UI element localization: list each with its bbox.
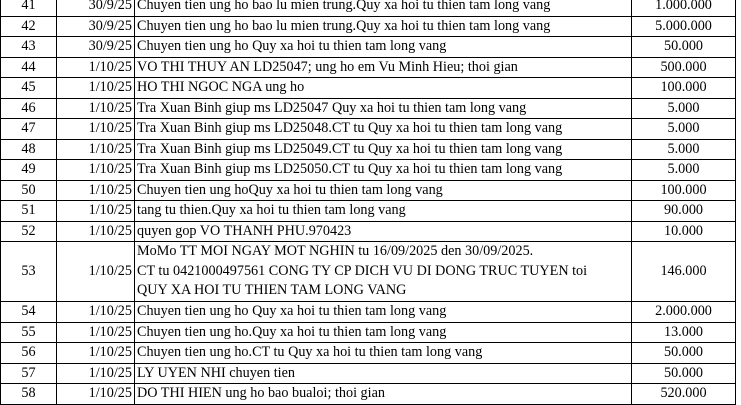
description-cell: Chuyen tien ung ho bao lu mien trung.Quy xa hoi tu thien tam long vang (135, 0, 632, 16)
amount-cell: 2.000.000 (632, 302, 736, 323)
date-cell: 1/10/25 (57, 57, 135, 78)
date-cell: 1/10/25 (57, 302, 135, 323)
description-cell: DO THI HIEN ung ho bao bualoi; thoi gian (135, 384, 632, 405)
amount-cell: 5.000 (632, 119, 736, 140)
row-number-cell: 46 (1, 98, 57, 119)
description-cell: Tra Xuan Binh giup ms LD25047 Quy xa hoi tu thien tam long vang (135, 98, 632, 119)
description-cell: Chuyen tien ung ho.Quy xa hoi tu thien tam long vang (135, 322, 632, 343)
row-number-cell: 47 (1, 119, 57, 140)
row-number-cell: 50 (1, 180, 57, 201)
table-row (1, 302, 736, 323)
date-cell: 1/10/25 (57, 221, 135, 242)
description-cell: VO THI THUY AN LD25047; ung ho em Vu Minh Hieu; thoi gian (135, 57, 632, 78)
table-row (1, 160, 736, 181)
table-row (1, 139, 736, 160)
table-row (1, 242, 736, 302)
row-number-cell: 41 (1, 0, 57, 16)
row-number-cell: 45 (1, 78, 57, 99)
row-number-cell: 43 (1, 37, 57, 58)
description-cell: HO THI NGOC NGA ung ho (135, 78, 632, 99)
description-cell: LY UYEN NHI chuyen tien (135, 363, 632, 384)
date-cell: 1/10/25 (57, 119, 135, 140)
table-row (1, 201, 736, 222)
ledger-body (1, 0, 736, 404)
date-cell: 1/10/25 (57, 242, 135, 302)
description-cell: Tra Xuan Binh giup ms LD25048.CT tu Quy xa hoi tu thien tam long vang (135, 119, 632, 140)
table-row (1, 57, 736, 78)
amount-cell: 50.000 (632, 37, 736, 58)
amount-cell: 5.000 (632, 98, 736, 119)
row-number-cell: 42 (1, 16, 57, 37)
amount-cell: 500.000 (632, 57, 736, 78)
date-cell: 1/10/25 (57, 384, 135, 405)
amount-cell: 50.000 (632, 343, 736, 364)
date-cell: 1/10/25 (57, 98, 135, 119)
row-number-cell: 54 (1, 302, 57, 323)
amount-cell: 1.000.000 (632, 0, 736, 16)
row-number-cell: 52 (1, 221, 57, 242)
amount-cell: 100.000 (632, 180, 736, 201)
table-row (1, 384, 736, 405)
amount-cell: 100.000 (632, 78, 736, 99)
amount-cell: 5.000.000 (632, 16, 736, 37)
amount-cell: 13.000 (632, 322, 736, 343)
row-number-cell: 58 (1, 384, 57, 405)
amount-cell: 5.000 (632, 160, 736, 181)
table-row (1, 16, 736, 37)
table-row (1, 322, 736, 343)
amount-cell: 5.000 (632, 139, 736, 160)
row-number-cell: 57 (1, 363, 57, 384)
date-cell: 30/9/25 (57, 37, 135, 58)
row-number-cell: 48 (1, 139, 57, 160)
date-cell: 1/10/25 (57, 363, 135, 384)
row-number-cell: 51 (1, 201, 57, 222)
amount-cell: 146.000 (632, 242, 736, 302)
table-row (1, 37, 736, 58)
description-cell: Chuyen tien ung ho bao lu mien trung.Quy xa hoi tu thien tam long vang (135, 16, 632, 37)
description-cell: tang tu thien.Quy xa hoi tu thien tam long vang (135, 201, 632, 222)
table-row (1, 78, 736, 99)
row-number-cell: 49 (1, 160, 57, 181)
table-row (1, 119, 736, 140)
description-cell: Chuyen tien ung hoQuy xa hoi tu thien tam long vang (135, 180, 632, 201)
row-number-cell: 55 (1, 322, 57, 343)
description-cell: Tra Xuan Binh giup ms LD25050.CT tu Quy xa hoi tu thien tam long vang (135, 160, 632, 181)
date-cell: 1/10/25 (57, 201, 135, 222)
date-cell: 1/10/25 (57, 160, 135, 181)
date-cell: 1/10/25 (57, 322, 135, 343)
description-cell: Chuyen tien ung ho Quy xa hoi tu thien tam long vang (135, 302, 632, 323)
amount-cell: 10.000 (632, 221, 736, 242)
table-row (1, 98, 736, 119)
amount-cell: 90.000 (632, 201, 736, 222)
table-row (1, 0, 736, 16)
date-cell: 1/10/25 (57, 343, 135, 364)
row-number-cell: 44 (1, 57, 57, 78)
row-number-cell: 56 (1, 343, 57, 364)
table-row (1, 180, 736, 201)
date-cell: 1/10/25 (57, 78, 135, 99)
amount-cell: 520.000 (632, 384, 736, 405)
date-cell: 1/10/25 (57, 180, 135, 201)
date-cell: 1/10/25 (57, 139, 135, 160)
date-cell: 30/9/25 (57, 0, 135, 16)
description-cell: quyen gop VO THANH PHU.970423 (135, 221, 632, 242)
description-cell: Chuyen tien ung ho.CT tu Quy xa hoi tu thien tam long vang (135, 343, 632, 364)
description-cell: Chuyen tien ung ho Quy xa hoi tu thien tam long vang (135, 37, 632, 58)
table-row (1, 221, 736, 242)
table-row (1, 343, 736, 364)
amount-cell: 50.000 (632, 363, 736, 384)
date-cell: 30/9/25 (57, 16, 135, 37)
row-number-cell: 53 (1, 242, 57, 302)
table-row (1, 363, 736, 384)
description-cell: MoMo TT MOI NGAY MOT NGHIN tu 16/09/2025 den 30/09/2025. CT tu 0421000497561 CONG TY CP DICH VU DI DONG TRUC TUYEN toi QUY XA HOI TU THIEN TAM LONG VANG (135, 242, 632, 302)
description-cell: Tra Xuan Binh giup ms LD25049.CT tu Quy xa hoi tu thien tam long vang (135, 139, 632, 160)
